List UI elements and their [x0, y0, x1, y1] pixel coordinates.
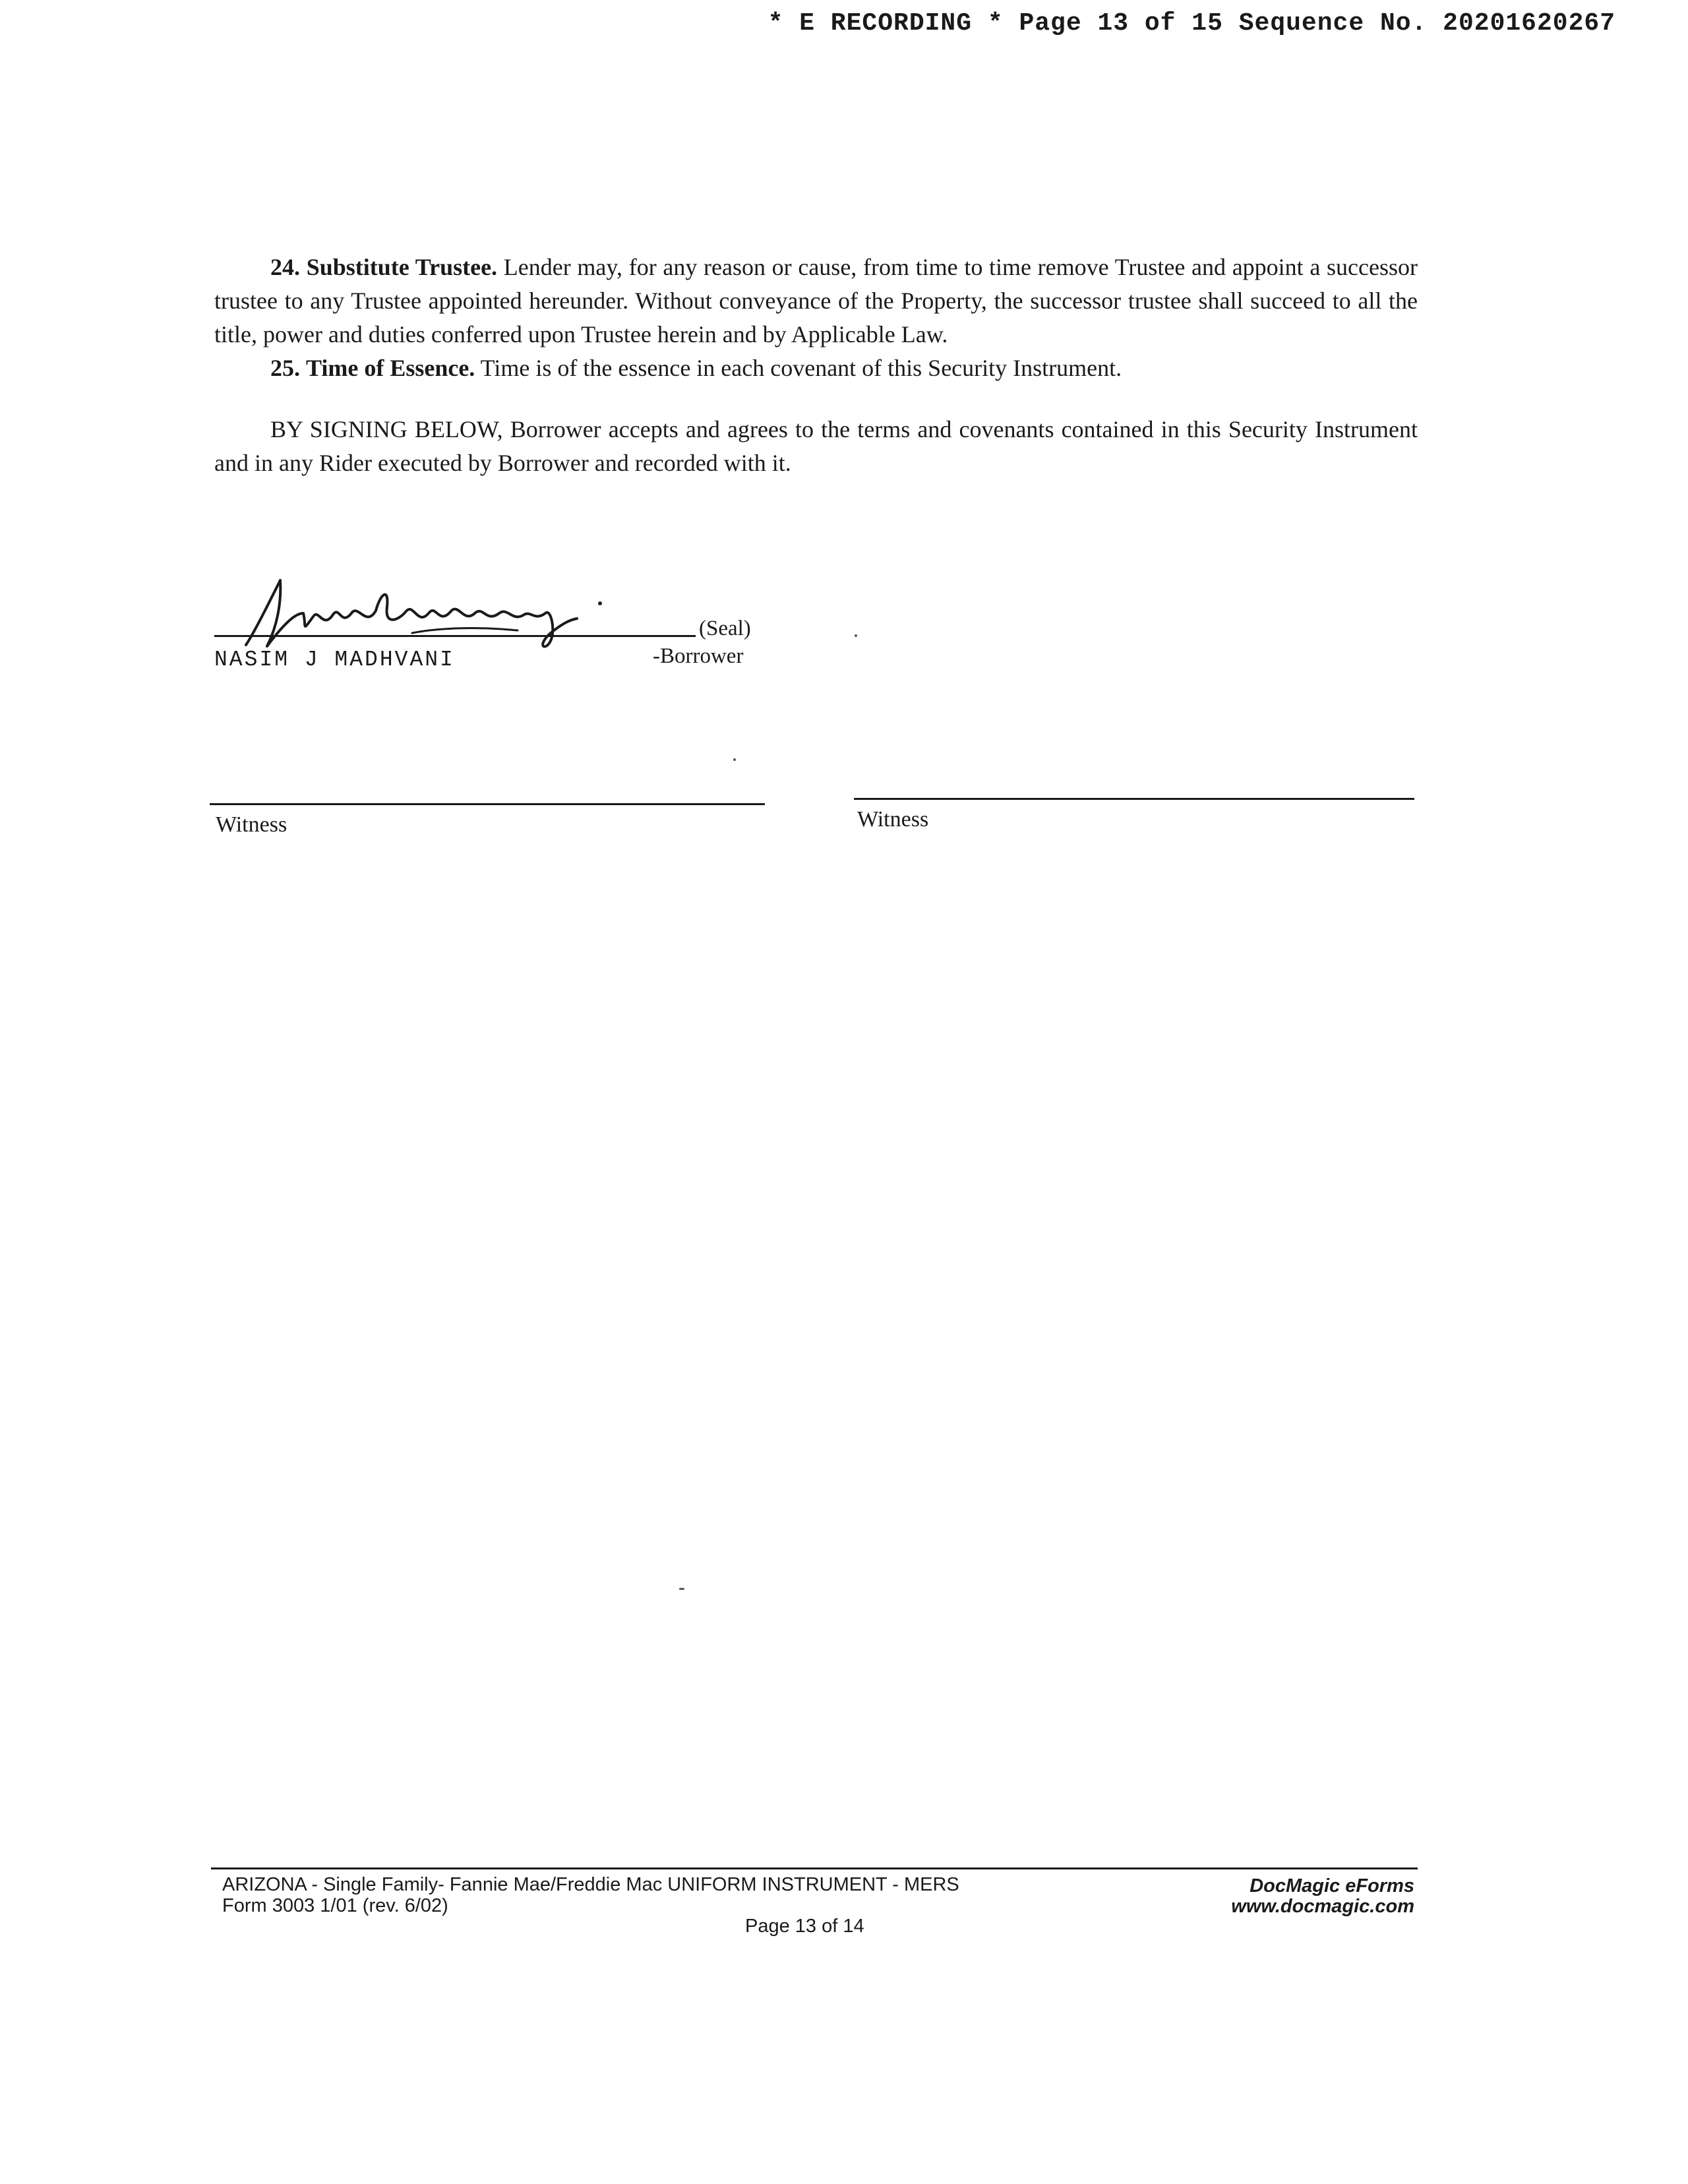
footer-rule — [211, 1867, 1418, 1869]
witness-label-right: Witness — [857, 807, 929, 832]
seal-label: (Seal) — [699, 617, 751, 640]
footer-form-number: Form 3003 1/01 (rev. 6/02) — [222, 1895, 448, 1916]
section-24-number: 24. — [270, 254, 300, 280]
section-25-heading: Time of Essence. — [306, 355, 475, 381]
docmagic-logo — [1231, 1876, 1414, 1917]
witness-label-left: Witness — [216, 812, 287, 837]
section-24 — [214, 251, 1418, 351]
scan-speck — [679, 1588, 684, 1590]
section-24-text: Lender may, for any reason or cause, from time to time remove Trustee and appoint a successor trustee to any Trustee appointed hereunder. Without conveyance of the Property, the successor trustee shall succeed to all the title, power and duties conferred upon Trustee herein and by Applicable Law. — [214, 254, 1418, 348]
scan-speck — [733, 758, 736, 761]
borrower-role-label: -Borrower — [653, 644, 744, 668]
borrower-signature-block — [214, 567, 762, 686]
section-25 — [214, 351, 1418, 385]
document-body — [214, 251, 1418, 480]
signature-line — [214, 635, 696, 637]
signer-name: NASIM J MADHVANI — [214, 648, 455, 672]
witness-line-right — [854, 798, 1414, 800]
handwritten-signature — [241, 567, 610, 653]
section-25-number: 25. — [270, 355, 300, 381]
footer-brand-name: DocMagic eForms — [1250, 1875, 1414, 1896]
section-25-text: Time is of the essence in each covenant of this Security Instrument. — [480, 355, 1122, 381]
closing-statement: BY SIGNING BELOW, Borrower accepts and agrees to the terms and covenants contained in this Security Instrument and in any Rider executed by Borrower and recorded with it. — [214, 416, 1418, 476]
scan-speck — [855, 634, 857, 637]
section-24-heading: Substitute Trustee. — [306, 254, 498, 280]
footer-page-number: Page 13 of 14 — [745, 1916, 864, 1937]
witness-line-left — [210, 803, 765, 805]
footer-form-title: ARIZONA - Single Family- Fannie Mae/Freddie Mac UNIFORM INSTRUMENT - MERS — [222, 1874, 959, 1895]
footer-brand-url: www.docmagic.com — [1231, 1896, 1414, 1917]
footer-form-info — [222, 1874, 959, 1916]
recording-header: * E RECORDING * Page 13 of 15 Sequence No. 20201620267 — [768, 9, 1615, 38]
